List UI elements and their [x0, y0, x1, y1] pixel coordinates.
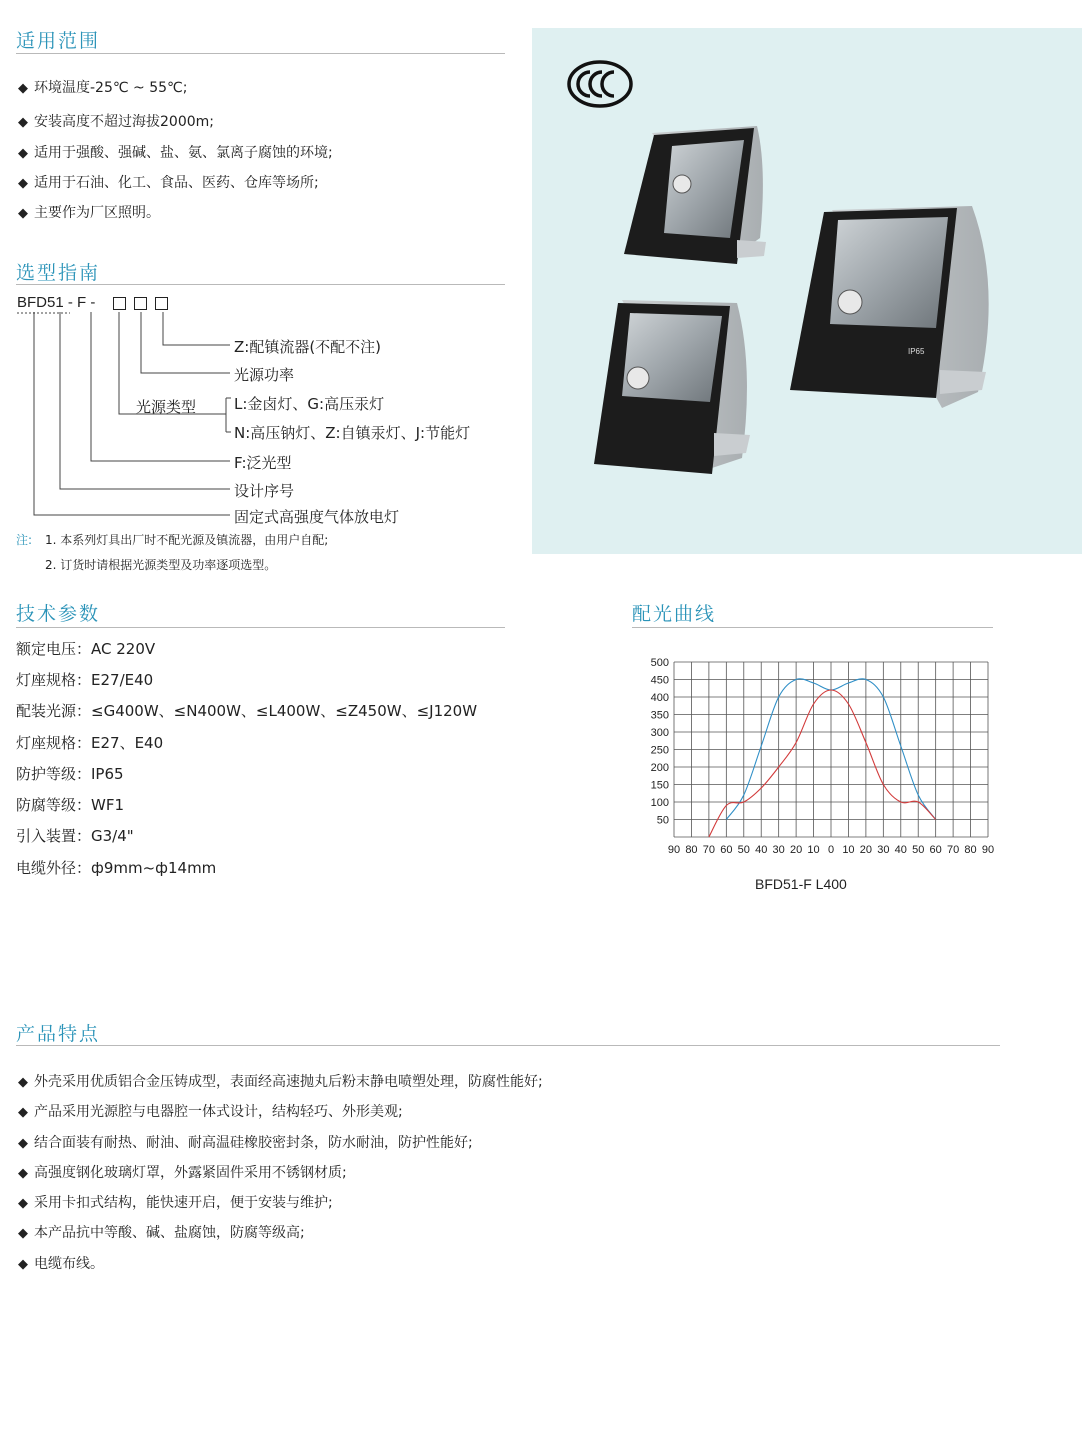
y-tick-label: 450 — [650, 674, 669, 687]
x-tick-label: 80 — [964, 844, 977, 856]
y-tick-label: 100 — [650, 797, 669, 809]
scope-item: ◆ 环境温度-25℃ ~ 55℃; — [18, 77, 187, 97]
spec-row: 灯座规格：E27/E40 — [16, 671, 154, 689]
label-lamp-kind: 固定式高强度气体放电灯 — [234, 508, 400, 526]
y-tick-label: 400 — [650, 692, 669, 704]
note-item: 1. 本系列灯具出厂时不配光源及镇流器，由用户自配; — [45, 533, 329, 547]
x-tick-label: 10 — [807, 844, 820, 856]
x-tick-label: 70 — [702, 844, 716, 856]
feature-item: ◆ 采用卡扣式结构，能快速开启，便于安装与维护; — [18, 1192, 333, 1212]
spec-row: 引入装置：G3/4" — [16, 827, 134, 845]
label-type-n: N:高压钠灯、Z:自镇汞灯、J:节能灯 — [234, 424, 471, 442]
scope-item: ◆ 安装高度不超过海拔2000m; — [18, 111, 214, 131]
label-floodlight: F:泛光型 — [234, 454, 292, 472]
chart-divider — [632, 627, 993, 628]
scope-item: ◆ 适用于石油、化工、食品、医药、仓库等场所; — [18, 172, 319, 192]
x-tick-label: 50 — [737, 844, 750, 856]
series-line — [709, 690, 936, 837]
floodlight-medium — [594, 300, 750, 474]
spec-row: 灯座规格：E27、E40 — [16, 734, 164, 752]
y-tick-label: 200 — [650, 762, 669, 774]
y-tick-label: 150 — [650, 779, 669, 792]
x-tick-label: 90 — [981, 844, 995, 856]
chart-title: 配光曲线 — [632, 603, 717, 625]
x-tick-label: 60 — [929, 844, 942, 856]
feature-item: ◆ 结合面装有耐热、耐油、耐高温硅橡胶密封条，防水耐油，防护性能好; — [18, 1132, 473, 1152]
model-code: BFD51 - F - — [17, 294, 96, 311]
feature-item: ◆ 产品采用光源腔与电器腔一体式设计，结构轻巧、外形美观; — [18, 1101, 403, 1121]
x-tick-label: 20 — [859, 844, 873, 856]
spec-row: 电缆外径：ф9mm~ф14mm — [16, 859, 217, 877]
x-tick-label: 90 — [667, 844, 681, 856]
y-tick-label: 250 — [650, 744, 669, 757]
floodlight-small — [624, 126, 766, 264]
specs-title: 技术参数 — [16, 603, 101, 625]
y-tick-label: 500 — [650, 657, 669, 669]
x-tick-label: 60 — [720, 844, 733, 856]
specs-divider — [16, 627, 505, 628]
x-tick-label: 0 — [827, 844, 835, 856]
label-serial: 设计序号 — [234, 482, 295, 500]
y-tick-label: 300 — [650, 727, 669, 739]
note-label: 注: — [16, 533, 33, 547]
label-source-type: 光源类型 — [136, 398, 197, 416]
scope-item: ◆ 适用于强酸、强碱、盐、氨、氯离子腐蚀的环境; — [18, 142, 333, 162]
ip-badge: IP65 — [908, 347, 925, 356]
x-tick-label: 30 — [877, 844, 890, 856]
scope-title: 适用范围 — [16, 30, 101, 52]
note-item: 2. 订货时请根据光源类型及功率逐项选型。 — [45, 558, 277, 572]
feature-item: ◆ 电缆布线。 — [18, 1253, 104, 1273]
features-title: 产品特点 — [16, 1023, 101, 1045]
scope-item: ◆ 主要作为厂区照明。 — [18, 202, 160, 222]
label-power: 光源功率 — [234, 366, 295, 384]
x-tick-label: 20 — [789, 844, 803, 856]
spec-row: 额定电压：AC 220V — [16, 640, 156, 658]
x-tick-label: 40 — [894, 844, 907, 856]
light-distribution-chart — [630, 648, 1000, 870]
chart-caption: BFD51-F L400 — [755, 876, 847, 892]
label-ballast: Z:配镇流器(不配不注) — [234, 338, 382, 356]
label-type-l: L:金卤灯、G:高压汞灯 — [234, 395, 385, 413]
x-tick-label: 80 — [685, 844, 698, 856]
ccc-cert-icon — [569, 62, 631, 106]
spec-row: 防护等级：IP65 — [16, 765, 124, 783]
spec-row: 配装光源：≤G400W、≤N400W、≤L400W、≤Z450W、≤J120W — [16, 702, 478, 720]
feature-item: ◆ 本产品抗中等酸、碱、盐腐蚀，防腐等级高; — [18, 1222, 305, 1242]
floodlight-large — [790, 206, 989, 408]
features-divider — [16, 1045, 1000, 1046]
selection-bracket-lines — [0, 0, 540, 530]
x-tick-label: 10 — [842, 844, 855, 856]
x-tick-label: 70 — [946, 844, 960, 856]
y-tick-label: 50 — [656, 814, 669, 827]
selection-title: 选型指南 — [16, 262, 101, 284]
feature-item: ◆ 高强度钢化玻璃灯罩，外露紧固件采用不锈钢材质; — [18, 1162, 347, 1182]
x-tick-label: 50 — [912, 844, 925, 856]
x-tick-label: 40 — [755, 844, 768, 856]
y-tick-label: 350 — [650, 709, 669, 722]
product-photo — [532, 28, 1082, 554]
product-photo-panel — [532, 28, 1082, 554]
feature-item: ◆ 外壳采用优质铝合金压铸成型，表面经高速抛丸后粉末静电喷塑处理，防腐性能好; — [18, 1071, 543, 1091]
x-tick-label: 30 — [772, 844, 785, 856]
spec-row: 防腐等级：WF1 — [16, 796, 125, 814]
